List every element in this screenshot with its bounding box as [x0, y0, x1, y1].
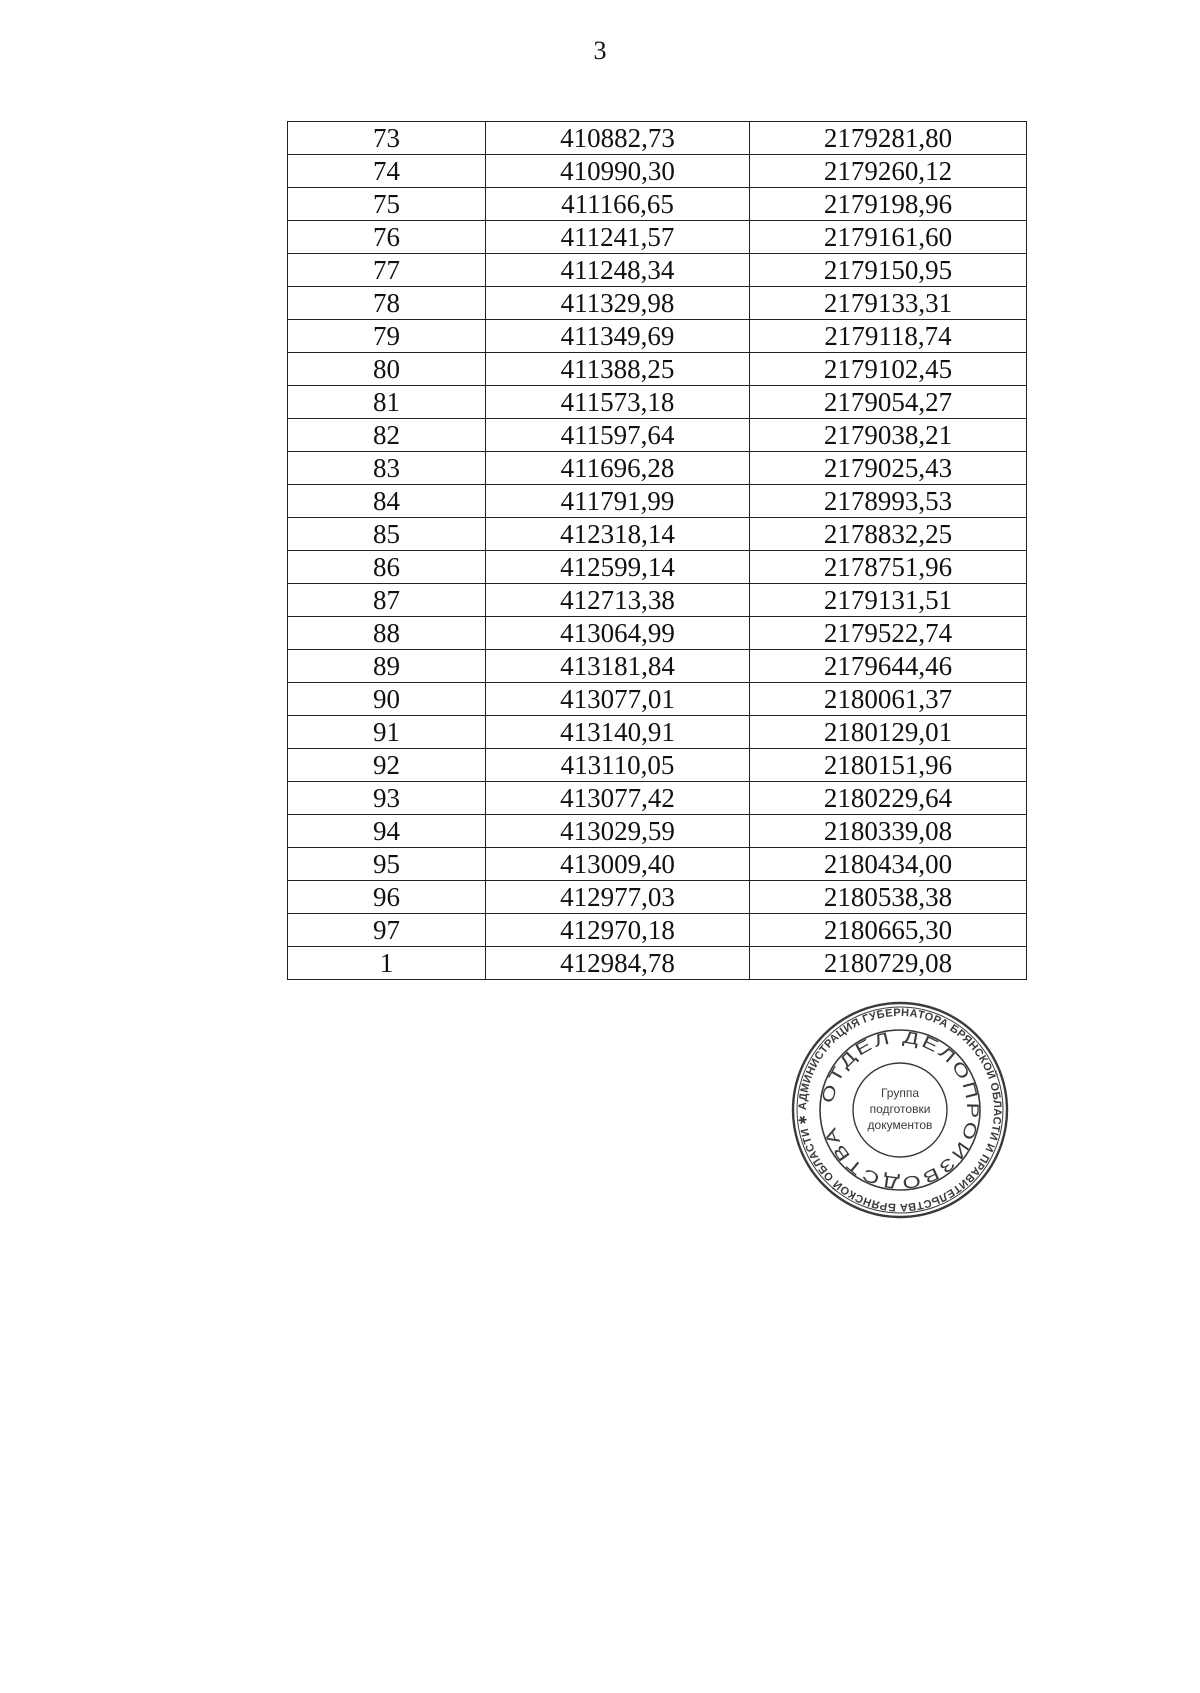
y-coordinate: 2179102,45	[750, 353, 1027, 386]
y-coordinate: 2179644,46	[750, 650, 1027, 683]
stamp-department-text: ОТДЕЛ ДЕЛОПРОИЗВОДСТВА	[817, 1027, 983, 1193]
table-row	[288, 650, 1027, 683]
point-number: 96	[288, 881, 486, 914]
table-row	[288, 353, 1027, 386]
x-coordinate: 411388,25	[486, 353, 750, 386]
y-coordinate: 2180229,64	[750, 782, 1027, 815]
x-coordinate: 412970,18	[486, 914, 750, 947]
y-coordinate: 2180729,08	[750, 947, 1027, 980]
y-coordinate: 2178832,25	[750, 518, 1027, 551]
x-coordinate: 413110,05	[486, 749, 750, 782]
y-coordinate: 2179025,43	[750, 452, 1027, 485]
stamp-outer-text: АДМИНИСТРАЦИЯ ГУБЕРНАТОРА БРЯНСКОЙ ОБЛАСТИ И ПРАВИТЕЛЬСТВА БРЯНСКОЙ ОБЛАСТИ ✱	[796, 1006, 1004, 1214]
point-number: 74	[288, 155, 486, 188]
y-coordinate: 2178751,96	[750, 551, 1027, 584]
x-coordinate: 413009,40	[486, 848, 750, 881]
point-number: 80	[288, 353, 486, 386]
point-number: 82	[288, 419, 486, 452]
point-number: 89	[288, 650, 486, 683]
office-stamp	[790, 1000, 1010, 1220]
y-coordinate: 2179522,74	[750, 617, 1027, 650]
y-coordinate: 2179118,74	[750, 320, 1027, 353]
stamp-center-line-1: Группа	[880, 1086, 920, 1100]
coordinates-table	[287, 121, 1027, 980]
x-coordinate: 412318,14	[486, 518, 750, 551]
point-number: 86	[288, 551, 486, 584]
y-coordinate: 2179281,80	[750, 122, 1027, 155]
stamp-center-line-2: подготовки	[869, 1102, 931, 1116]
y-coordinate: 2180129,01	[750, 716, 1027, 749]
table-row	[288, 782, 1027, 815]
x-coordinate: 413064,99	[486, 617, 750, 650]
table-row	[288, 881, 1027, 914]
stamp-center-line-3: документов	[867, 1118, 933, 1132]
table-row	[288, 221, 1027, 254]
x-coordinate: 411329,98	[486, 287, 750, 320]
table-row	[288, 419, 1027, 452]
y-coordinate: 2179133,31	[750, 287, 1027, 320]
table-row	[288, 320, 1027, 353]
y-coordinate: 2178993,53	[750, 485, 1027, 518]
point-number: 83	[288, 452, 486, 485]
table-row	[288, 947, 1027, 980]
x-coordinate: 413077,42	[486, 782, 750, 815]
point-number: 95	[288, 848, 486, 881]
table-row	[288, 155, 1027, 188]
y-coordinate: 2179150,95	[750, 254, 1027, 287]
point-number: 87	[288, 584, 486, 617]
x-coordinate: 411248,34	[486, 254, 750, 287]
point-number: 93	[288, 782, 486, 815]
x-coordinate: 410990,30	[486, 155, 750, 188]
table-row	[288, 518, 1027, 551]
y-coordinate: 2179038,21	[750, 419, 1027, 452]
point-number: 84	[288, 485, 486, 518]
table-row	[288, 287, 1027, 320]
y-coordinate: 2180665,30	[750, 914, 1027, 947]
point-number: 78	[288, 287, 486, 320]
table-row	[288, 188, 1027, 221]
x-coordinate: 411573,18	[486, 386, 750, 419]
x-coordinate: 410882,73	[486, 122, 750, 155]
point-number: 79	[288, 320, 486, 353]
y-coordinate: 2180061,37	[750, 683, 1027, 716]
x-coordinate: 413140,91	[486, 716, 750, 749]
table-row	[288, 485, 1027, 518]
table-row	[288, 386, 1027, 419]
point-number: 77	[288, 254, 486, 287]
x-coordinate: 411597,64	[486, 419, 750, 452]
table-row	[288, 848, 1027, 881]
x-coordinate: 411696,28	[486, 452, 750, 485]
y-coordinate: 2180434,00	[750, 848, 1027, 881]
y-coordinate: 2179260,12	[750, 155, 1027, 188]
y-coordinate: 2179198,96	[750, 188, 1027, 221]
point-number: 92	[288, 749, 486, 782]
table-row	[288, 551, 1027, 584]
y-coordinate: 2180339,08	[750, 815, 1027, 848]
table-row	[288, 254, 1027, 287]
x-coordinate: 411791,99	[486, 485, 750, 518]
x-coordinate: 411241,57	[486, 221, 750, 254]
table-row	[288, 584, 1027, 617]
table-row	[288, 716, 1027, 749]
x-coordinate: 411349,69	[486, 320, 750, 353]
point-number: 1	[288, 947, 486, 980]
point-number: 97	[288, 914, 486, 947]
point-number: 91	[288, 716, 486, 749]
point-number: 88	[288, 617, 486, 650]
x-coordinate: 413029,59	[486, 815, 750, 848]
table-row	[288, 683, 1027, 716]
point-number: 90	[288, 683, 486, 716]
point-number: 73	[288, 122, 486, 155]
y-coordinate: 2180538,38	[750, 881, 1027, 914]
table-row	[288, 122, 1027, 155]
x-coordinate: 411166,65	[486, 188, 750, 221]
table-row	[288, 452, 1027, 485]
y-coordinate: 2180151,96	[750, 749, 1027, 782]
x-coordinate: 412599,14	[486, 551, 750, 584]
x-coordinate: 413181,84	[486, 650, 750, 683]
y-coordinate: 2179054,27	[750, 386, 1027, 419]
point-number: 81	[288, 386, 486, 419]
x-coordinate: 412713,38	[486, 584, 750, 617]
table-row	[288, 749, 1027, 782]
x-coordinate: 413077,01	[486, 683, 750, 716]
page-number: 3	[593, 36, 607, 65]
table-row	[288, 914, 1027, 947]
point-number: 75	[288, 188, 486, 221]
y-coordinate: 2179161,60	[750, 221, 1027, 254]
point-number: 94	[288, 815, 486, 848]
x-coordinate: 412977,03	[486, 881, 750, 914]
x-coordinate: 412984,78	[486, 947, 750, 980]
table-row	[288, 617, 1027, 650]
y-coordinate: 2179131,51	[750, 584, 1027, 617]
point-number: 76	[288, 221, 486, 254]
table-row	[288, 815, 1027, 848]
point-number: 85	[288, 518, 486, 551]
